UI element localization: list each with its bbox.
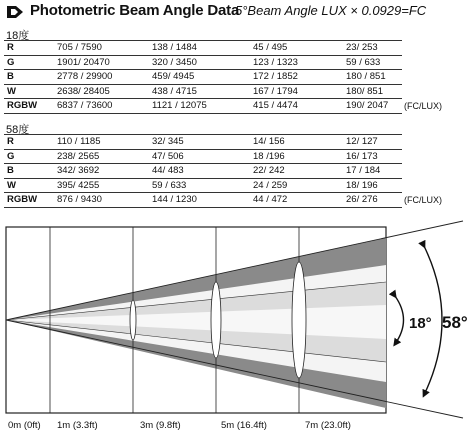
inner-angle-arrow (395, 296, 404, 344)
cell-value: 180 / 851 (343, 70, 402, 85)
distance-label-7m: 7m (23.0ft) (305, 420, 351, 431)
cell-value: 2638/ 28405 (54, 84, 149, 99)
cell-value: 47/ 506 (149, 149, 250, 164)
cell-value: 438 / 4715 (149, 84, 250, 99)
cell-value: 14/ 156 (250, 135, 343, 150)
row-label: RGBW (4, 99, 54, 114)
cell-value: 138 / 1484 (149, 41, 250, 56)
row-label: R (4, 135, 54, 150)
row-label: W (4, 84, 54, 99)
cell-value: 342/ 3692 (54, 164, 149, 179)
cell-value: 18/ 196 (343, 178, 402, 193)
row-label: R (4, 41, 54, 56)
row-label: RGBW (4, 193, 54, 208)
cell-value: 59 / 633 (343, 55, 402, 70)
distance-label-0m: 0m (0ft) (8, 420, 41, 431)
cell-value: 144 / 1230 (149, 193, 250, 208)
cell-value: 172 / 1852 (250, 70, 343, 85)
distance-label-5m: 5m (16.4ft) (221, 420, 267, 431)
cell-value: 320 / 3450 (149, 55, 250, 70)
cell-value: 190/ 2047 (343, 99, 402, 114)
cell-value: 705 / 7590 (54, 41, 149, 56)
distance-label-1m: 1m (3.3ft) (57, 420, 98, 431)
row-label: B (4, 70, 54, 85)
unit-label: (FC/LUX) (404, 100, 442, 111)
cell-value: 167 / 1794 (250, 84, 343, 99)
beam-cross-section-1m (130, 300, 136, 340)
distance-label-3m: 3m (9.8ft) (140, 420, 181, 431)
cell-value: 2778 / 29900 (54, 70, 149, 85)
section-label-58: 58度 (6, 124, 30, 136)
cell-value: 12/ 127 (343, 135, 402, 150)
cell-value: 32/ 345 (149, 135, 250, 150)
cell-value: 876 / 9430 (54, 193, 149, 208)
cell-value: 110 / 1185 (54, 135, 149, 150)
cell-value: 180/ 851 (343, 84, 402, 99)
cell-value: 1901/ 20470 (54, 55, 149, 70)
cell-value: 395/ 4255 (54, 178, 149, 193)
cell-value: 238/ 2565 (54, 149, 149, 164)
cell-value: 44 / 472 (250, 193, 343, 208)
cell-value: 6837 / 73600 (54, 99, 149, 114)
cell-value: 16/ 173 (343, 149, 402, 164)
cell-value: 459/ 4945 (149, 70, 250, 85)
cell-value: 17 / 184 (343, 164, 402, 179)
cell-value: 45 / 495 (250, 41, 343, 56)
cell-value: 22/ 242 (250, 164, 343, 179)
page-title: Photometric Beam Angle Data (30, 2, 240, 19)
cell-value: 1121 / 12075 (149, 99, 250, 114)
cell-value: 415 / 4474 (250, 99, 343, 114)
row-label: W (4, 178, 54, 193)
beam-cross-section-3m (211, 282, 221, 358)
cell-value: 23/ 253 (343, 41, 402, 56)
row-label: G (4, 55, 54, 70)
inner-angle-label: 18° (409, 315, 432, 332)
unit-label: (FC/LUX) (404, 194, 442, 205)
outer-angle-label: 58° (442, 313, 468, 332)
section-label-18: 18度 (6, 30, 30, 42)
row-label: B (4, 164, 54, 179)
cell-value: 18 /196 (250, 149, 343, 164)
cell-value: 123 / 1323 (250, 55, 343, 70)
cell-value: 44/ 483 (149, 164, 250, 179)
cell-value: 24 / 259 (250, 178, 343, 193)
cell-value: 59 / 633 (149, 178, 250, 193)
cell-value: 26/ 276 (343, 193, 402, 208)
conversion-formula: 5°Beam Angle LUX × 0.0929=FC (235, 3, 427, 18)
row-label: G (4, 149, 54, 164)
beam-cross-section-5m (292, 262, 306, 378)
